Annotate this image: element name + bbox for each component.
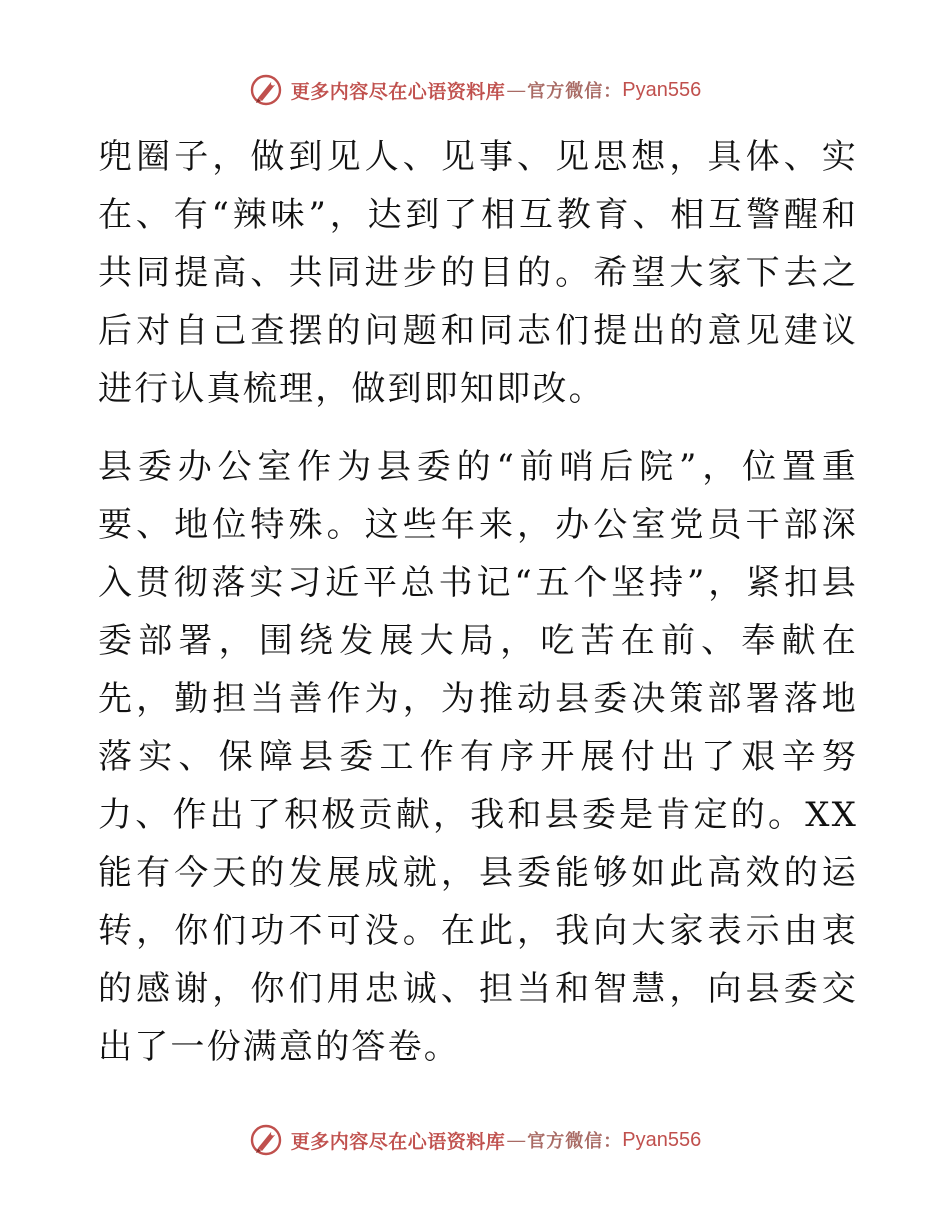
footer-wechat-id: Pyan556 bbox=[622, 1128, 702, 1151]
document-body bbox=[98, 128, 858, 1076]
pen-logo-icon bbox=[249, 1123, 283, 1157]
header-separator: — bbox=[507, 79, 526, 100]
header-wechat-label: 官方微信： bbox=[527, 81, 623, 102]
header-banner bbox=[0, 70, 950, 110]
footer-wechat-label: 官方微信： bbox=[527, 1131, 623, 1152]
paragraph-2: 县委办公室作为县委的“前哨后院”，位置重要、地位特殊。这些年来，办公室党员干部深入贯彻落实习近平总书记“五个坚持”，紧扣县委部署，围绕发展大局，吃苦在前、奉献在先，勤担当善作为，为推动县委决策部署落地落实、保障县委工作有序开展付出了艰辛努力、作出了积极贡献，我和县委是肯定的。XX能有今天的发展成就，县委能够如此高效的运转，你们功不可没。在此，我向大家表示由衷的感谢，你们用忠诚、担当和智慧，向县委交出了一份满意的答卷。 bbox=[98, 447, 858, 1067]
footer-banner-text bbox=[291, 1127, 701, 1154]
header-banner-text bbox=[291, 77, 701, 104]
pen-logo-icon bbox=[249, 73, 283, 107]
header-brand-text: 更多内容尽在心语资料库 bbox=[290, 80, 506, 103]
footer-separator: — bbox=[507, 1129, 526, 1150]
header-wechat-id: Pyan556 bbox=[622, 78, 702, 101]
footer-brand-text: 更多内容尽在心语资料库 bbox=[290, 1130, 506, 1153]
paragraph-1: 兜圈子，做到见人、见事、见思想，具体、实在、有“辣味”，达到了相互教育、相互警醒和共同提高、共同进步的目的。希望大家下去之后对自己查摆的问题和同志们提出的意见建议进行认真梳理，做到即知即改。 bbox=[98, 137, 858, 409]
footer-banner bbox=[0, 1120, 950, 1160]
